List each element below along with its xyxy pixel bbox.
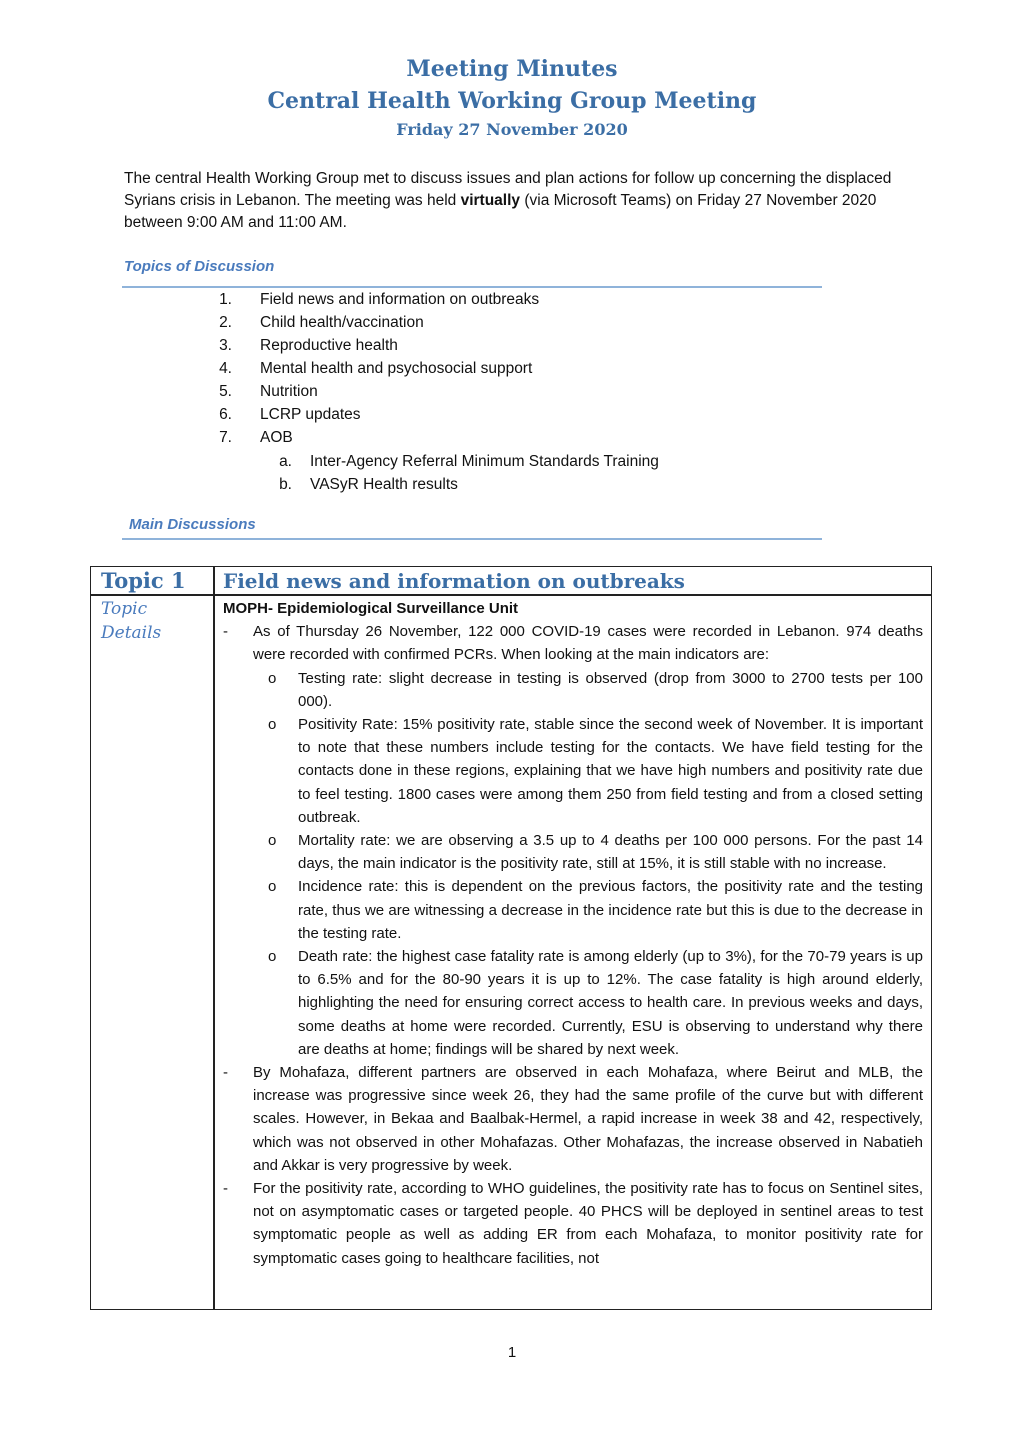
intro-bold-word: virtually [460,192,521,209]
intro-text-end: (via Microsoft Teams) on Friday 27 November 2020 between 9:00 AM and 11:00 AM. [124,192,877,231]
topic-text: Nutrition [260,383,318,400]
dash-bullet [223,1177,923,1270]
topic-number: 5. [219,383,232,400]
intro-paragraph [124,168,906,234]
circle-marker: o [268,878,277,896]
subbullet-text: Testing rate: slight decrease in testing is observed (drop from 3000 to 2700 tests per 100 000). [298,669,923,710]
topic-text: AOB [260,429,293,446]
circle-bullet [223,713,923,829]
meeting-name: Central Health Working Group Meeting [267,88,757,114]
topic-number: 1. [219,291,232,308]
dash-bullet [223,620,923,666]
main-discussions-heading: Main Discussions [129,516,256,533]
details-label-line2: Details [101,623,162,643]
meeting-date: Friday 27 November 2020 [396,120,628,139]
topic-text: Child health/vaccination [260,314,424,331]
topic-number: 6. [219,406,232,423]
topic-number: 4. [219,360,232,377]
bullet-text: By Mohafaza, different partners are observed in each Mohafaza, where Beirut and MLB, the increase was progressive since week 26, they had the same profile of the curve but with different scales. However, in Bekaa and Baalbak-Hermel, a rapid increase in week 38 and 42, respectively, which was not observed in other Mohafazas. Other Mohafazas, the increase observed in Nabatieh and Akkar is very progressive by week. [253,1064,923,1174]
subbullet-text: Mortality rate: we are observing a 3.5 up to 4 deaths per 100 000 persons. For the past 14 days, the main indicator is the positivity rate, still at 15%, it is still stable with no increase. [298,832,923,873]
circle-bullet [223,667,923,713]
circle-bullet [223,829,923,875]
subitem-text: Inter-Agency Referral Minimum Standards Training [310,453,659,470]
subitem-text: VASyR Health results [310,476,458,493]
topic-number: 7. [219,429,232,446]
topic-number: 2. [219,314,232,331]
subbullet-text: Incidence rate: this is dependent on the previous factors, the positivity rate and the testing rate, thus we are witnessing a decrease in the incidence rate but this is due to the decrease in the testing rate. [298,878,923,942]
circle-bullet [223,875,923,945]
unit-title: MOPH- Epidemiological Surveillance Unit [223,600,519,617]
details-label-line1: Topic [101,599,148,619]
dash-bullet [223,1061,923,1177]
topic-title-cell: Field news and information on outbreaks [223,569,685,593]
topics-heading: Topics of Discussion [124,258,275,275]
topic-text: Reproductive health [260,337,398,354]
dash-marker: - [223,623,228,641]
topics-divider [122,286,822,288]
bullet-text: As of Thursday 26 November, 122 000 COVID-19 cases were recorded in Lebanon. 974 deaths were recorded with confirmed PCRs. When looking at the main indicators are: [253,623,923,664]
topic-details-label [101,597,201,645]
topic-number-cell: Topic 1 [101,568,186,593]
circle-marker: o [268,948,277,966]
column-divider [213,567,215,1309]
document-title: Meeting Minutes [406,56,618,82]
subbullet-text: Death rate: the highest case fatality rate is among elderly (up to 3%), for the 70-79 years is up to 6.5% and for the 80-90 years it is up to 12%. The case fatality is high around elderly, highlighting the need for ensuring correct access to health care. In previous weeks and days, some deaths at home were recorded. Currently, ESU is observing to understand why there are deaths at home; findings will be shared by next week. [298,948,923,1058]
topic-text: Mental health and psychosocial support [260,360,533,377]
topic-text: Field news and information on outbreaks [260,291,540,308]
main-divider [122,538,822,540]
page-number: 1 [507,1344,517,1361]
circle-marker: o [268,669,277,687]
topic-number: 3. [219,337,232,354]
subitem-letter: b. [279,476,292,493]
bullet-text: For the positivity rate, according to WHO guidelines, the positivity rate has to focus on Sentinel sites, not on asymptomatic cases or targeted people. 40 PHCS will be deployed in sentinel areas to test symptomatic people as well as adding ER from each Mohafaza, to monitor positivity rate for symptomatic cases going to healthcare facilities, not [253,1180,923,1267]
topic-table [90,566,932,1310]
circle-marker: o [268,832,277,850]
dash-marker: - [223,1064,228,1082]
subbullet-text: Positivity Rate: 15% positivity rate, stable since the second week of November. It is important to note that these numbers include testing for the contacts. We have field testing for the contacts done in these regions, explaining that we have high numbers and positivity rate due to feel testing. 1800 cases were among them 250 from field testing and from a closed setting outbreak. [298,716,923,826]
subitem-letter: a. [279,453,292,470]
circle-marker: o [268,716,277,734]
intro-text-start: The central Health Working Group met to discuss issues and plan actions for follow up concerning the displaced Syrians crisis in Lebanon. The meeting was held [124,170,892,209]
topic-details-content [223,597,923,1270]
circle-bullet [223,945,923,1061]
dash-marker: - [223,1180,228,1198]
topic-text: LCRP updates [260,406,361,423]
